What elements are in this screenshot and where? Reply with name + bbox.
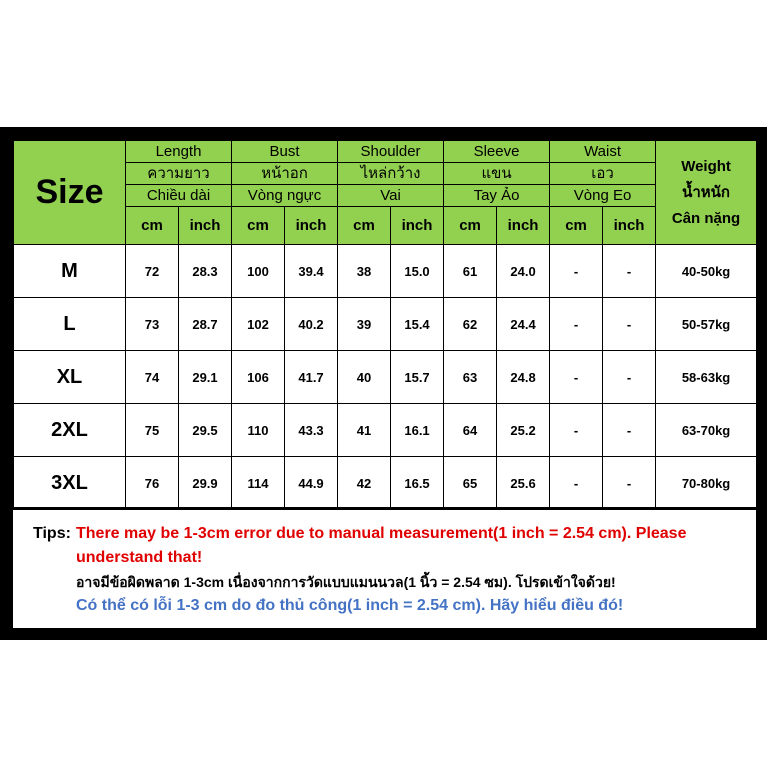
sleeve-th: แขน	[444, 163, 549, 185]
shoulder-vi: Vai	[380, 187, 401, 204]
size-label: 2XL	[14, 404, 126, 457]
shoulder-inch-value: 16.5	[391, 457, 444, 510]
sleeve-cm-value: 63	[444, 351, 497, 404]
weight-value: 50-57kg	[656, 298, 757, 351]
weight-vi: Cân nặng	[671, 209, 741, 227]
size-header-cell	[14, 141, 126, 245]
length-header	[126, 141, 232, 207]
unit-inch: inch	[497, 207, 550, 245]
bust-th: หน้าอก	[232, 163, 337, 185]
sleeve-header	[444, 141, 550, 207]
table-row	[14, 245, 757, 298]
length-cm-value: 75	[126, 404, 179, 457]
length-vi: Chiều dài	[146, 187, 211, 204]
sleeve-en: Sleeve	[444, 141, 549, 163]
weight-header	[656, 141, 757, 245]
shoulder-cm-value: 39	[338, 298, 391, 351]
waist-cm-value: -	[550, 351, 603, 404]
shoulder-cm-value: 41	[338, 404, 391, 457]
table-row	[14, 298, 757, 351]
black-frame	[0, 127, 767, 640]
bust-inch-value: 39.4	[285, 245, 338, 298]
tips-label: Tips:	[33, 525, 71, 542]
length-cm-value: 72	[126, 245, 179, 298]
unit-inch: inch	[179, 207, 232, 245]
size-label: XL	[14, 351, 126, 404]
sleeve-inch-value: 24.4	[497, 298, 550, 351]
waist-inch-value: -	[603, 404, 656, 457]
tips-vietnamese-line: Có thể có lỗi 1-3 cm do đo thủ công(1 inch = 2.54 cm). Hãy hiểu điều đó!	[76, 597, 624, 614]
shoulder-en: Shoulder	[338, 141, 443, 163]
shoulder-inch-value: 15.7	[391, 351, 444, 404]
length-cm-value: 73	[126, 298, 179, 351]
waist-inch-value: -	[603, 351, 656, 404]
weight-value: 70-80kg	[656, 457, 757, 510]
sleeve-inch-value: 25.6	[497, 457, 550, 510]
sleeve-cm-value: 64	[444, 404, 497, 457]
size-chart	[13, 140, 756, 628]
table-row	[14, 351, 757, 404]
length-inch-value: 28.3	[179, 245, 232, 298]
waist-cm-value: -	[550, 298, 603, 351]
waist-inch-value: -	[603, 457, 656, 510]
waist-en: Waist	[550, 141, 655, 163]
bust-vi: Vòng ngực	[247, 187, 322, 204]
bust-inch-value: 40.2	[285, 298, 338, 351]
unit-cm: cm	[126, 207, 179, 245]
waist-cm-value: -	[550, 457, 603, 510]
weight-value: 40-50kg	[656, 245, 757, 298]
sleeve-cm-value: 61	[444, 245, 497, 298]
bust-cm-value: 106	[232, 351, 285, 404]
bust-cm-value: 110	[232, 404, 285, 457]
sleeve-cm-value: 62	[444, 298, 497, 351]
bust-cm-value: 114	[232, 457, 285, 510]
sleeve-cm-value: 65	[444, 457, 497, 510]
unit-cm: cm	[338, 207, 391, 245]
unit-inch: inch	[603, 207, 656, 245]
shoulder-inch-value: 16.1	[391, 404, 444, 457]
unit-inch: inch	[285, 207, 338, 245]
tips-thai-line: อาจมีข้อผิดพลาด 1-3cm เนื่องจากการวัดแบบแมนนวล(1 นิ้ว = 2.54 ซม). โปรดเข้าใจด้วย!	[76, 574, 616, 590]
waist-th: เอว	[550, 163, 655, 185]
bust-inch-value: 44.9	[285, 457, 338, 510]
unit-cm: cm	[550, 207, 603, 245]
sleeve-inch-value: 25.2	[497, 404, 550, 457]
waist-inch-value: -	[603, 298, 656, 351]
shoulder-cm-value: 40	[338, 351, 391, 404]
bust-cm-value: 102	[232, 298, 285, 351]
waist-cm-value: -	[550, 404, 603, 457]
shoulder-inch-value: 15.4	[391, 298, 444, 351]
length-en: Length	[126, 141, 231, 163]
size-title: Size	[35, 173, 104, 211]
length-th: ความยาว	[126, 163, 231, 185]
weight-th: น้ำหนัก	[682, 183, 730, 201]
size-label: 3XL	[14, 457, 126, 510]
bust-cm-value: 100	[232, 245, 285, 298]
size-label: L	[14, 298, 126, 351]
length-inch-value: 29.9	[179, 457, 232, 510]
shoulder-th: ไหล่กว้าง	[338, 163, 443, 185]
unit-cm: cm	[232, 207, 285, 245]
table-row	[14, 457, 757, 510]
table-row	[14, 404, 757, 457]
shoulder-header	[338, 141, 444, 207]
waist-vi: Vòng Eo	[573, 187, 632, 204]
waist-inch-value: -	[603, 245, 656, 298]
tips-english-line-1: There may be 1-3cm error due to manual measurement(1 inch = 2.54 cm). Please	[76, 525, 687, 542]
length-inch-value: 28.7	[179, 298, 232, 351]
length-cm-value: 74	[126, 351, 179, 404]
sleeve-vi: Tay Ảo	[473, 187, 520, 204]
waist-cm-value: -	[550, 245, 603, 298]
shoulder-inch-value: 15.0	[391, 245, 444, 298]
bust-header	[232, 141, 338, 207]
weight-en: Weight	[681, 157, 731, 175]
sleeve-inch-value: 24.0	[497, 245, 550, 298]
size-label: M	[14, 245, 126, 298]
length-inch-value: 29.5	[179, 404, 232, 457]
bust-inch-value: 41.7	[285, 351, 338, 404]
sleeve-inch-value: 24.8	[497, 351, 550, 404]
size-table	[13, 140, 757, 510]
weight-value: 58-63kg	[656, 351, 757, 404]
weight-value: 63-70kg	[656, 404, 757, 457]
unit-cm: cm	[444, 207, 497, 245]
tips-english-line-2: understand that!	[76, 549, 203, 566]
unit-inch: inch	[391, 207, 444, 245]
tips-section	[13, 507, 756, 628]
length-cm-value: 76	[126, 457, 179, 510]
shoulder-cm-value: 42	[338, 457, 391, 510]
shoulder-cm-value: 38	[338, 245, 391, 298]
waist-header	[550, 141, 656, 207]
length-inch-value: 29.1	[179, 351, 232, 404]
bust-en: Bust	[232, 141, 337, 163]
bust-inch-value: 43.3	[285, 404, 338, 457]
